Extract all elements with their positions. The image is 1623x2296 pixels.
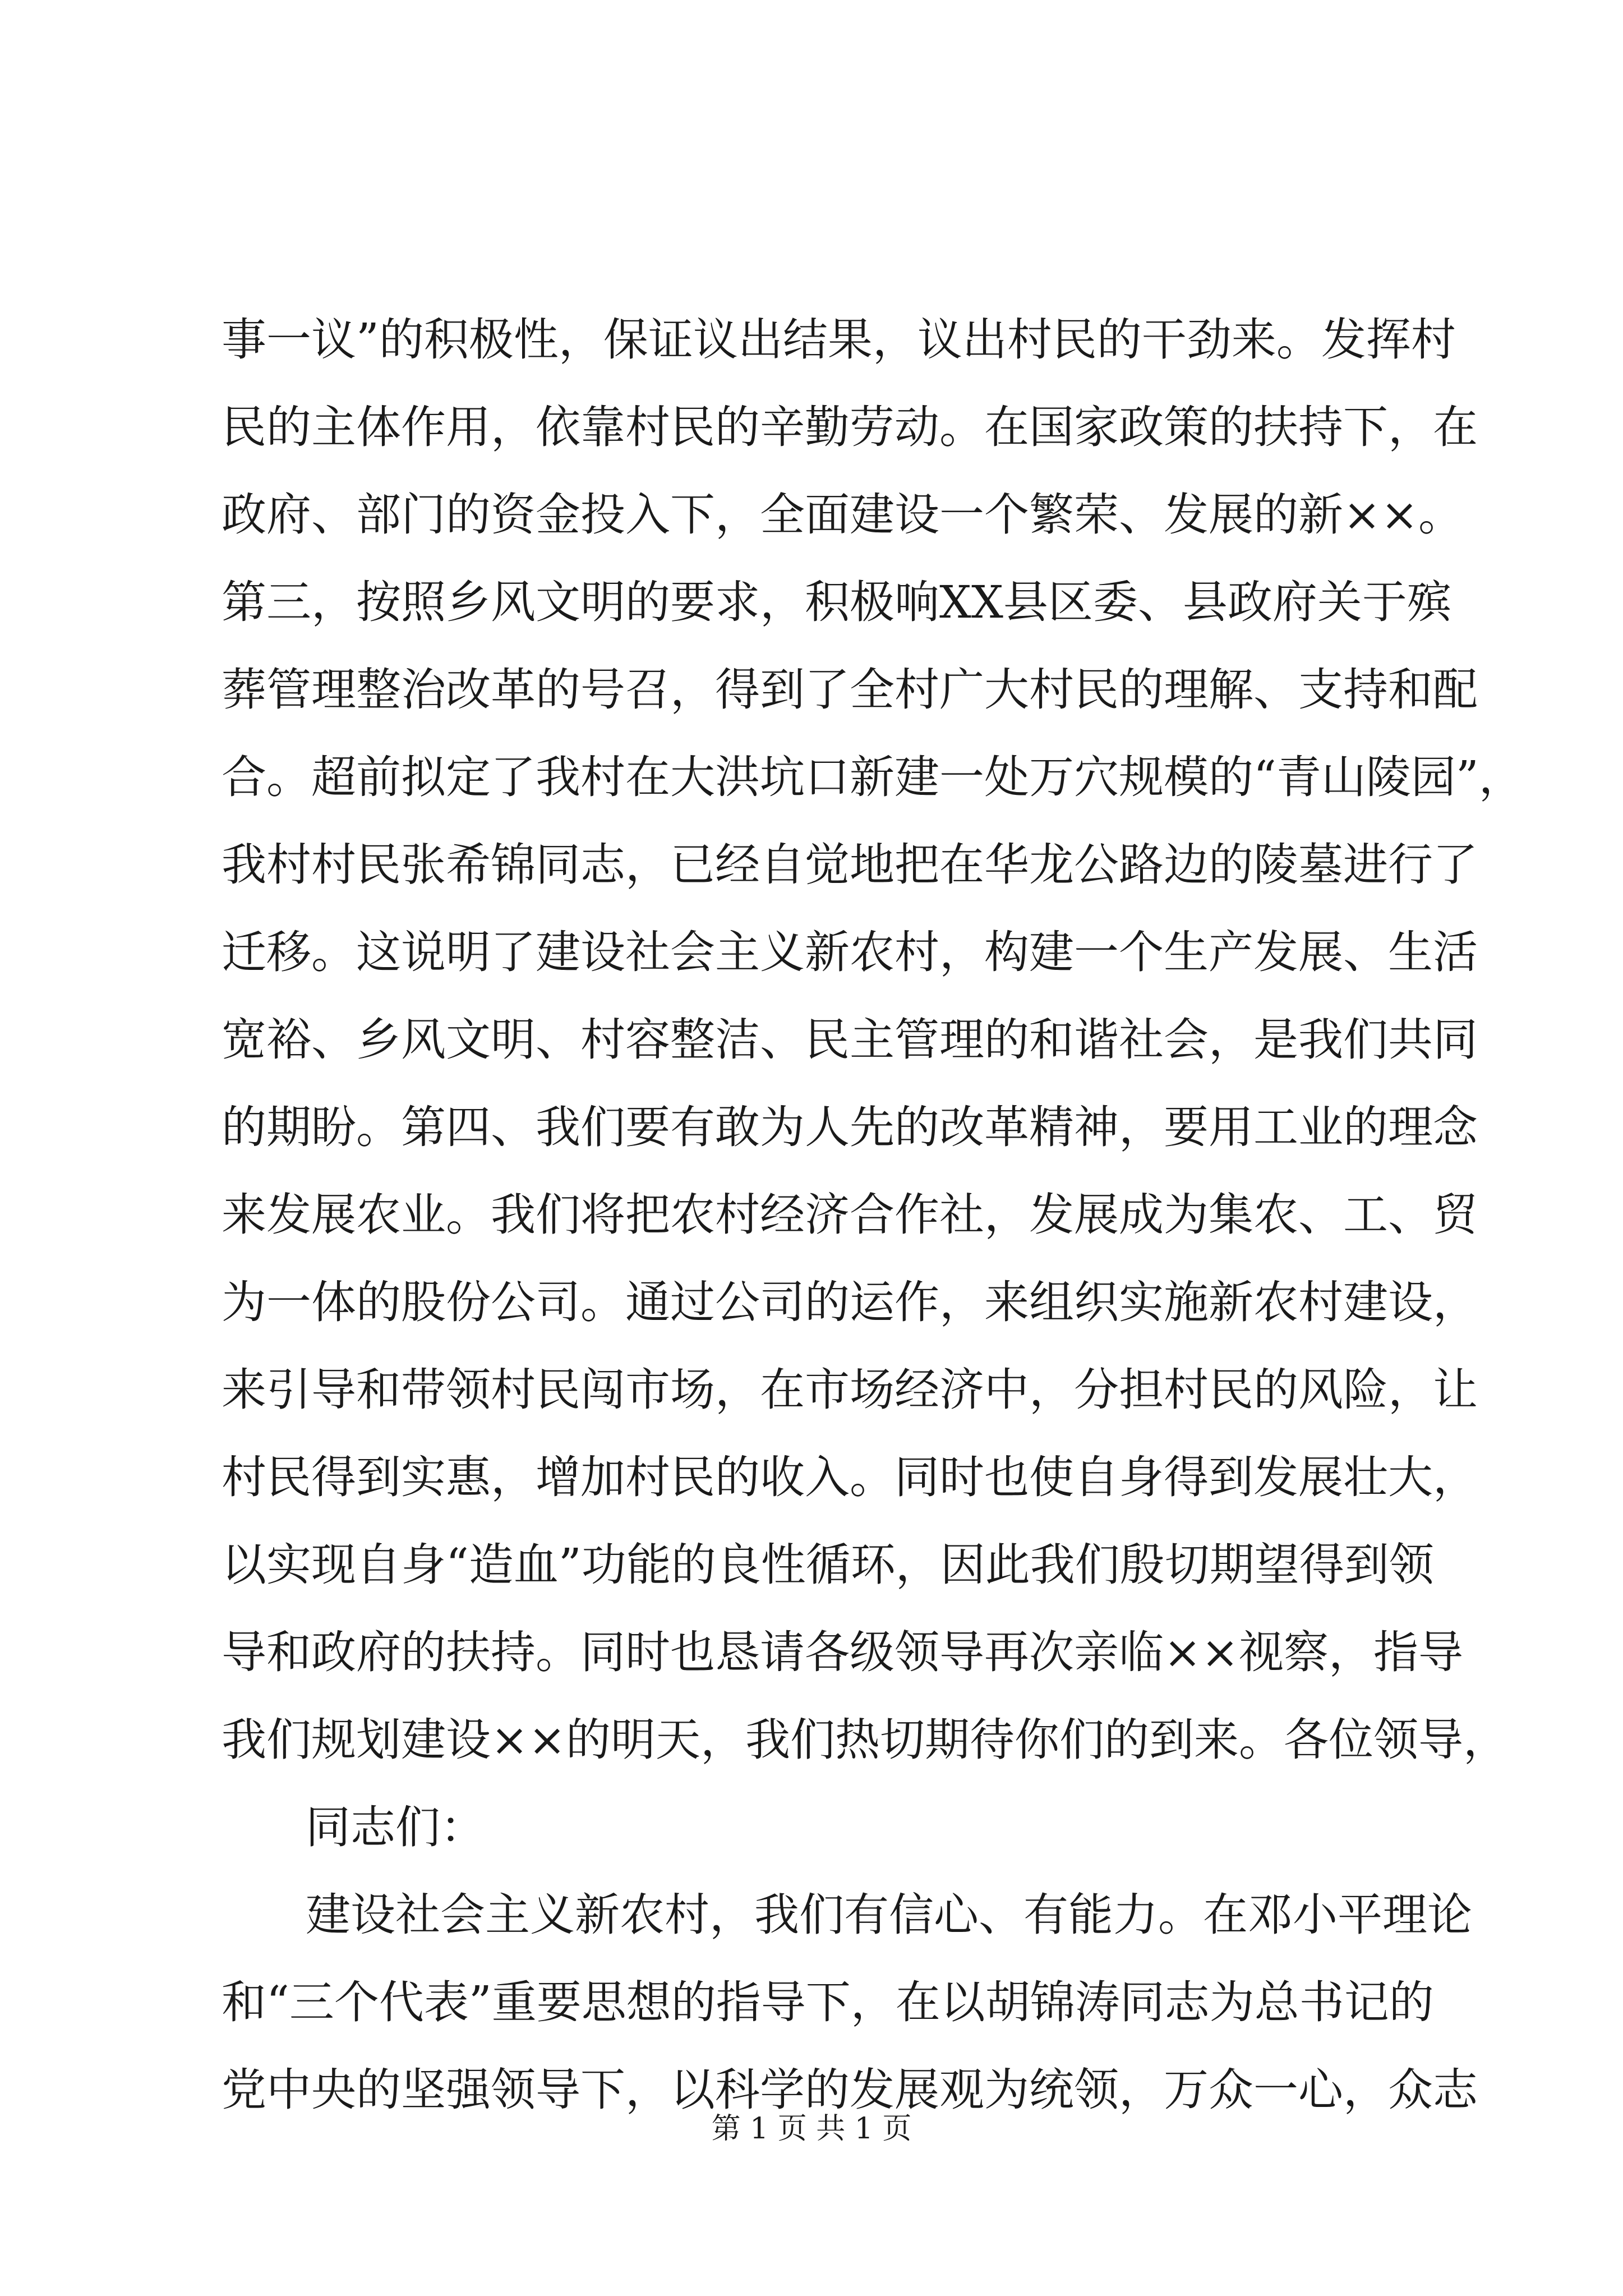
text-line: 来引导和带领村民闯市场，在市场经济中，分担村民的风险，让	[222, 1364, 1478, 1416]
text-line: 民的主体作用，依靠村民的辛勤劳动。在国家政策的扶持下，在	[222, 401, 1478, 453]
text-line: 我们规划建设××的明天，我们热切期待你们的到来。各位领导，	[222, 1714, 1509, 1766]
text-line: 来发展农业。我们将把农村经济合作社，发展成为集农、工、贸	[222, 1189, 1478, 1241]
text-line: 和“三个代表”重要思想的指导下，在以胡锦涛同志为总书记的	[222, 1976, 1434, 2028]
salutation-line: 同志们：	[306, 1801, 485, 1853]
text-line: 为一体的股份公司。通过公司的运作，来组织实施新农村建设，	[222, 1276, 1478, 1328]
text-line: 以实现自身“造血”功能的良性循环，因此我们殷切期望得到领	[222, 1539, 1434, 1591]
text-line: 迁移。这说明了建设社会主义新农村，构建一个生产发展、生活	[222, 926, 1478, 978]
text-line: 合。超前拟定了我村在大洪坑口新建一处万穴规模的“青山陵园”，	[222, 751, 1524, 803]
text-line: 村民得到实惠，增加村民的收入。同时也使自身得到发展壮大，	[222, 1451, 1478, 1503]
paragraph-start-line: 建设社会主义新农村，我们有信心、有能力。在邓小平理论	[306, 1889, 1472, 1941]
text-line: 政府、部门的资金投入下，全面建设一个繁荣、发展的新××。	[222, 489, 1464, 541]
text-line: 导和政府的扶持。同时也恳请各级领导再次亲临××视察，指导	[222, 1626, 1464, 1678]
text-line: 宽裕、乡风文明、村容整洁、民主管理的和谐社会，是我们共同	[222, 1014, 1478, 1066]
text-line: 葬管理整治改革的号召，得到了全村广大村民的理解、支持和配	[222, 664, 1478, 716]
text-line: 我村村民张希锦同志，已经自觉地把在华龙公路边的陵墓进行了	[222, 839, 1478, 891]
text-line: 事一议”的积极性，保证议出结果，议出村民的干劲来。发挥村	[222, 314, 1456, 366]
page-number-footer: 第 1 页 共 1 页	[711, 2112, 912, 2146]
text-line: 党中央的坚强领导下，以科学的发展观为统领，万众一心，众志	[222, 2064, 1478, 2116]
document-body	[222, 296, 1524, 2134]
text-line: 的期盼。第四、我们要有敢为人先的改革精神，要用工业的理念	[222, 1101, 1478, 1153]
text-line: 第三，按照乡风文明的要求，积极响XX县区委、县政府关于殡	[222, 576, 1452, 628]
